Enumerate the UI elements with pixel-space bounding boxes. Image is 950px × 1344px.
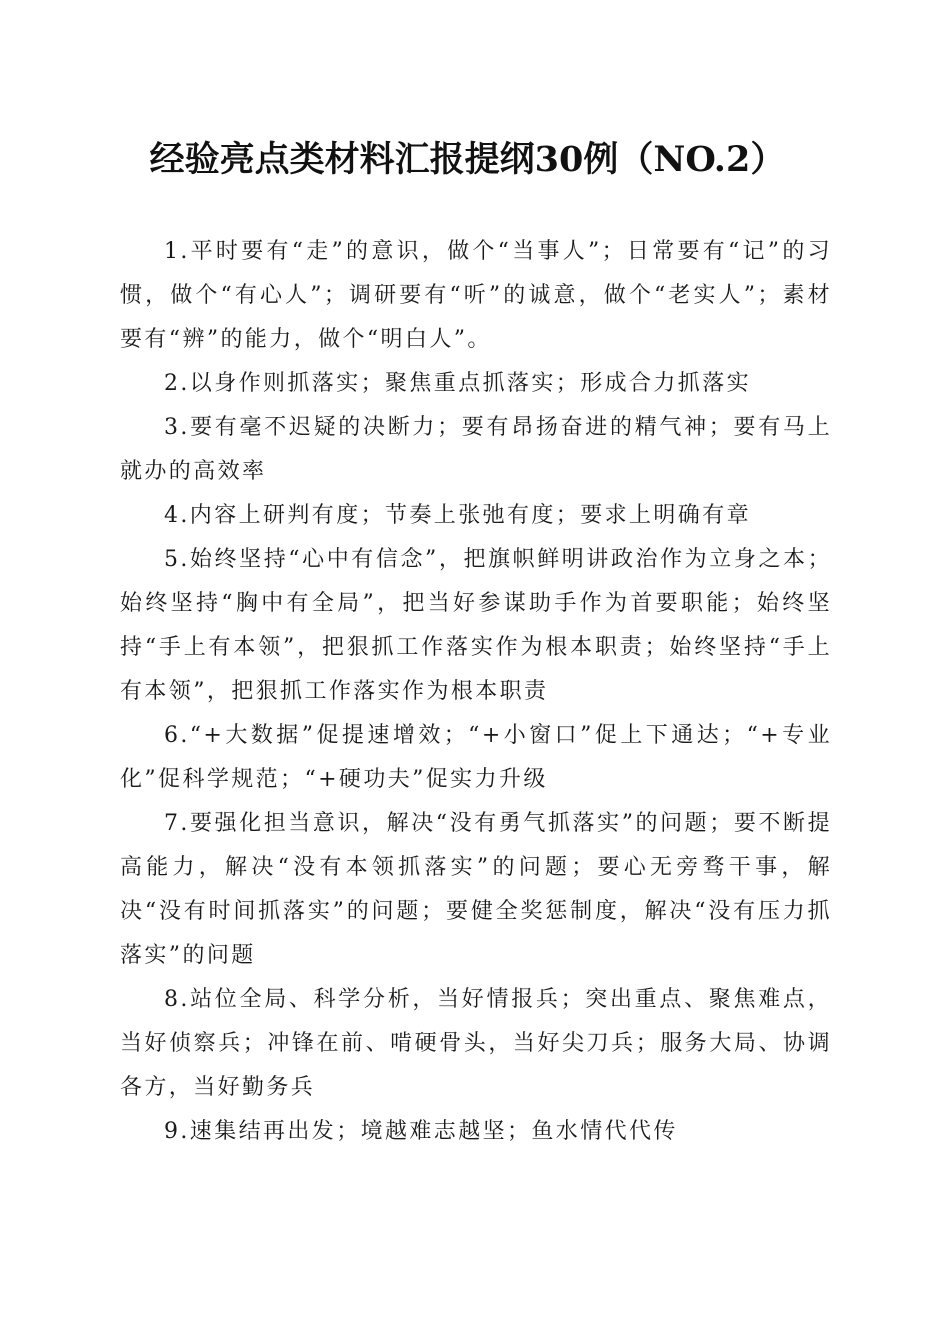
list-item-4: 4.内容上研判有度；节奏上张弛有度；要求上明确有章 — [164, 503, 751, 528]
list-item-7: 7.要强化担当意识，解决“没有勇气抓落实”的问题；要不断提高能力，解决“没有本领抓落实”的问题；要心无旁骛干事，解决“没有时间抓落实”的问题；要健全奖惩制度，解决“没有压力抓落实”的问题 — [120, 811, 832, 968]
list-item-8: 8.站位全局、科学分析，当好情报兵；突出重点、聚焦难点，当好侦察兵；冲锋在前、啃硬骨头，当好尖刀兵；服务大局、协调各方，当好勤务兵 — [120, 987, 832, 1100]
list-item-9: 9.速集结再出发；境越难志越坚；鱼水情代代传 — [164, 1119, 678, 1144]
list-item-2: 2.以身作则抓落实；聚焦重点抓落实；形成合力抓落实 — [164, 371, 751, 396]
list-item-6: 6.“+大数据”促提速增效；“+小窗口”促上下通达；“+专业化”促科学规范；“+硬功夫”促实力升级 — [120, 723, 832, 792]
list-item-5: 5.始终坚持“心中有信念”，把旗帜鲜明讲政治作为立身之本；始终坚持“胸中有全局”，把当好参谋助手作为首要职能；始终坚持“手上有本领”，把狠抓工作落实作为根本职责；始终坚持“手上有本领”，把狠抓工作落实作为根本职责 — [120, 547, 832, 704]
document-body — [120, 230, 832, 1154]
list-item-1: 1.平时要有“走”的意识，做个“当事人”；日常要有“记”的习惯，做个“有心人”；调研要有“听”的诚意，做个“老实人”；素材要有“辨”的能力，做个“明白人”。 — [120, 239, 832, 352]
list-item-3: 3.要有毫不迟疑的决断力；要有昂扬奋进的精气神；要有马上就办的高效率 — [120, 415, 832, 484]
document-title: 经验亮点类材料汇报提纲30例（NO.2） — [149, 139, 786, 180]
